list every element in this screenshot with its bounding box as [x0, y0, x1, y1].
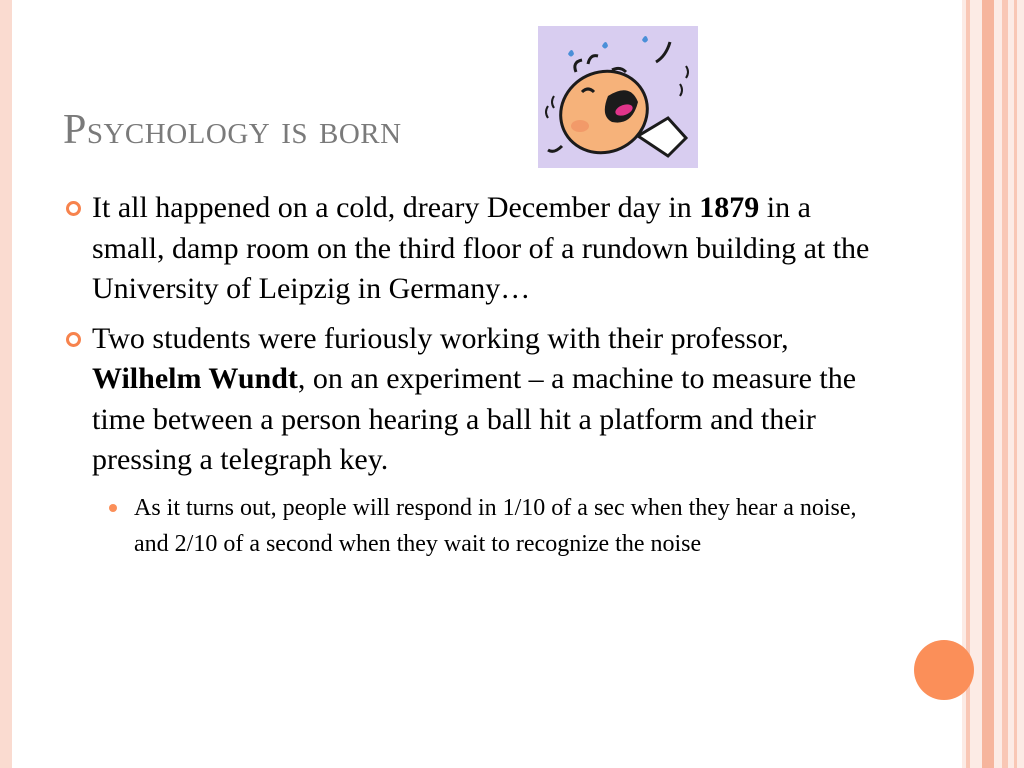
sub-bullet-dot-icon	[109, 504, 117, 512]
bullet-text: , on an experiment – a machine to measure the time between a person hearing a ball hit a platform and their pressing a telegraph key.	[92, 362, 857, 476]
name-highlight: Wilhelm Wundt	[92, 362, 298, 395]
border-stripe	[1002, 0, 1008, 768]
decorative-orange-circle	[914, 640, 974, 700]
crying-baby-icon	[538, 26, 698, 168]
crying-baby-illustration	[538, 26, 698, 168]
bullet-item	[66, 188, 886, 310]
bullet-list	[66, 188, 886, 562]
bullet-ring-icon	[66, 201, 81, 216]
bullet-text: Two students were furiously working with their professor,	[92, 321, 789, 355]
border-stripe	[982, 0, 994, 768]
bullet-text: in a small, damp room on the third floor of a rundown building at the University of Leipzig in Germany…	[92, 191, 870, 305]
sub-bullet-item	[66, 490, 886, 562]
right-striped-border	[962, 0, 1024, 768]
year-highlight: 1879	[699, 191, 760, 224]
slide-title: Psychology is born	[63, 107, 402, 153]
sub-bullet-text: As it turns out, people will respond in 1/10 of a sec when they hear a noise, and 2/10 of a second when they wait to recognize the noise	[134, 494, 857, 557]
left-accent-bar	[0, 0, 12, 768]
bullet-text: It all happened on a cold, dreary December day in	[92, 191, 700, 224]
bullet-ring-icon	[66, 332, 81, 347]
bullet-item	[66, 319, 886, 481]
border-stripe	[1014, 0, 1017, 768]
